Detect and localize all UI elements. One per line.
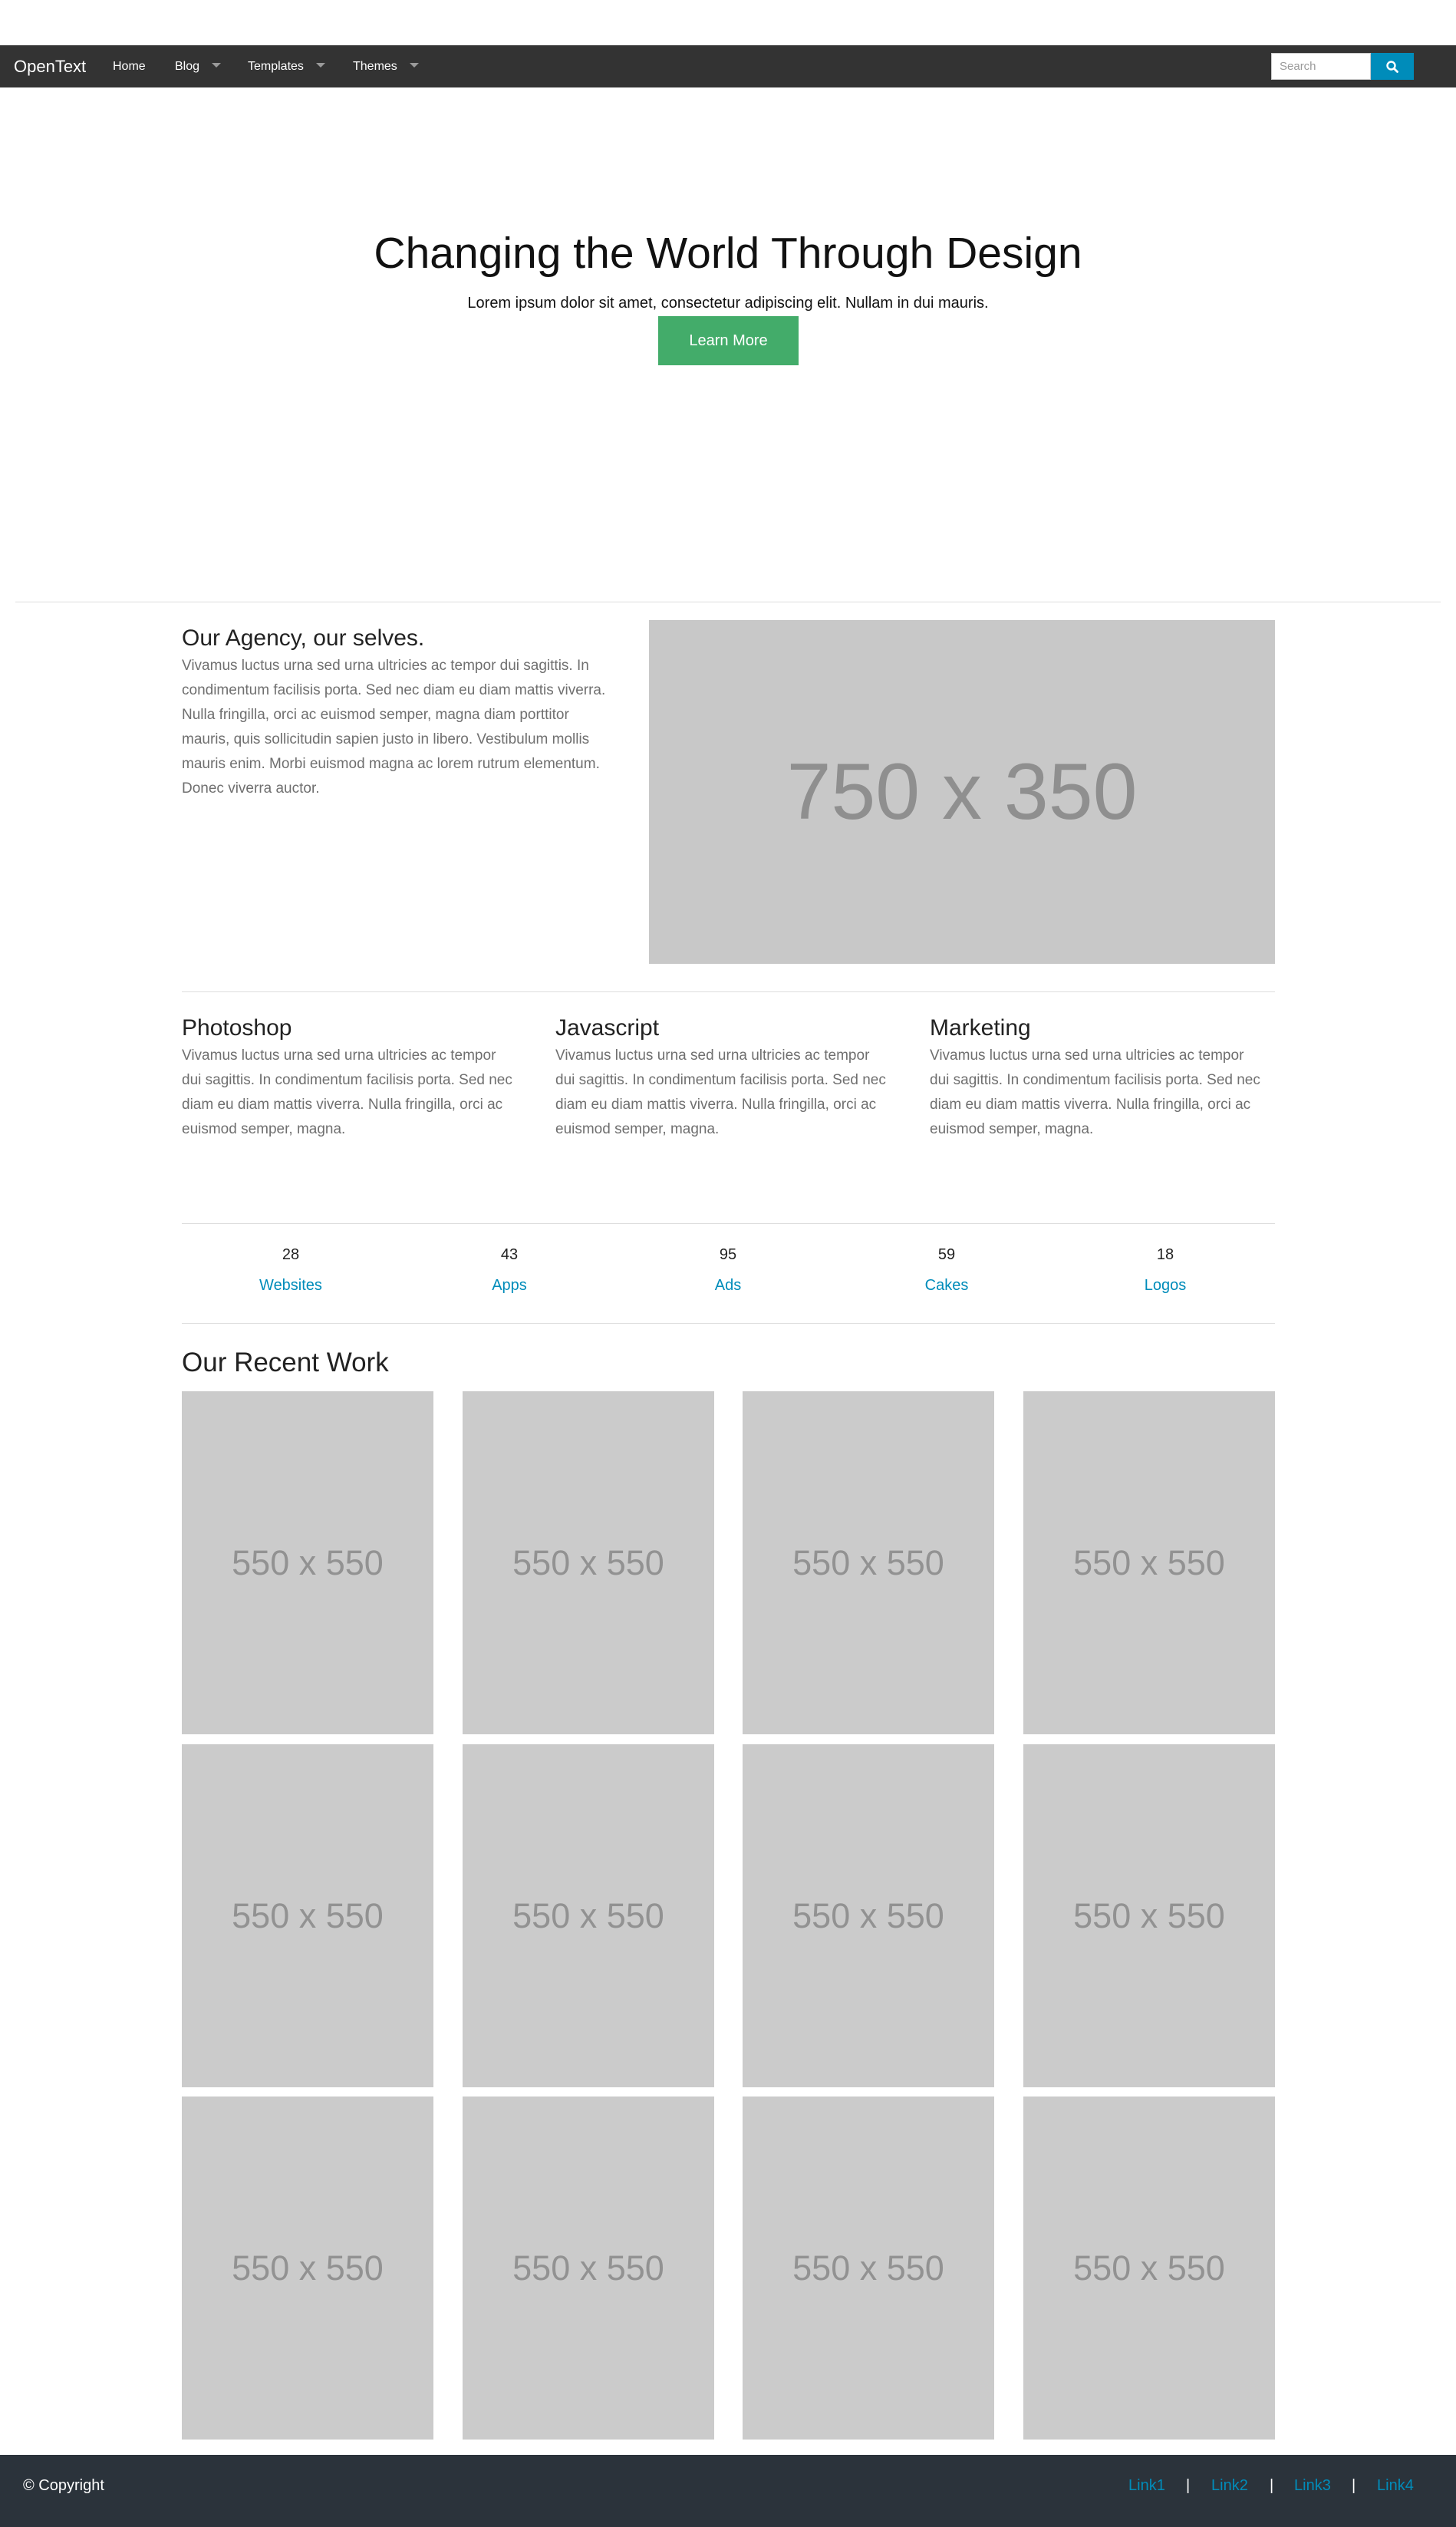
stat-apps	[433, 1243, 586, 1297]
work-tile[interactable]	[1023, 1744, 1275, 2087]
work-tile[interactable]	[182, 2096, 433, 2440]
stat-count: 43	[500, 1246, 519, 1263]
stat-count: 95	[719, 1246, 737, 1263]
skill-javascript	[555, 1014, 893, 1142]
work-tile[interactable]	[182, 1391, 433, 1734]
stat-count: 28	[282, 1246, 300, 1263]
hero-subtitle: Lorem ipsum dolor sit amet, consectetur adipiscing elit. Nullam in dui mauris.	[467, 295, 989, 312]
work-tile[interactable]	[743, 1744, 994, 2087]
recent-work-grid	[182, 1391, 1275, 2440]
stat-link-websites[interactable]: Websites	[259, 1277, 322, 1294]
search-icon	[1385, 60, 1399, 74]
footer	[0, 2455, 1456, 2527]
footer-separator: |	[1186, 2477, 1191, 2494]
footer-separator: |	[1270, 2477, 1274, 2494]
skill-title: Marketing	[930, 1015, 1031, 1041]
image-placeholder-label: 550 x 550	[1073, 1542, 1225, 1582]
skill-title: Javascript	[555, 1015, 660, 1041]
stat-link-ads[interactable]: Ads	[714, 1277, 742, 1294]
image-placeholder-label: 550 x 550	[792, 2248, 944, 2288]
stat-link-logos[interactable]: Logos	[1144, 1277, 1187, 1294]
agency-image-placeholder	[649, 620, 1275, 964]
section-divider	[182, 991, 1275, 992]
image-placeholder-label: 550 x 550	[232, 1542, 384, 1582]
footer-separator: |	[1352, 2477, 1356, 2494]
copyright-text: © Copyright	[23, 2477, 104, 2494]
work-tile[interactable]	[1023, 1391, 1275, 1734]
hero-title: Changing the World Through Design	[374, 229, 1082, 278]
footer-link-4[interactable]: Link4	[1377, 2477, 1414, 2494]
skill-text: Vivamus luctus urna sed urna ultricies ac tempor dui sagittis. In condimentum facilisis porta. Sed nec diam eu diam mattis viverra. Nulla fringilla, orci ac euismod semper, magna.	[930, 1047, 1260, 1137]
skill-title: Photoshop	[182, 1015, 292, 1041]
work-tile[interactable]	[182, 1744, 433, 2087]
image-placeholder-label: 550 x 550	[1073, 2248, 1225, 2288]
chevron-down-icon	[410, 63, 419, 68]
section-divider	[182, 1323, 1275, 1324]
footer-link-3[interactable]: Link3	[1294, 2477, 1331, 2494]
learn-more-button[interactable]: Learn More	[658, 316, 799, 365]
stat-count: 59	[937, 1246, 956, 1263]
work-tile[interactable]	[743, 1391, 994, 1734]
nav-item-blog[interactable]	[175, 45, 221, 87]
stat-ads	[651, 1243, 805, 1297]
image-placeholder-label: 550 x 550	[232, 1895, 384, 1935]
skill-text: Vivamus luctus urna sed urna ultricies ac tempor dui sagittis. In condimentum facilisis porta. Sed nec diam eu diam mattis viverra. Nulla fringilla, orci ac euismod semper, magna.	[555, 1047, 886, 1137]
skill-text: Vivamus luctus urna sed urna ultricies ac tempor dui sagittis. In condimentum facilisis porta. Sed nec diam eu diam mattis viverra. Nulla fringilla, orci ac euismod semper, magna.	[182, 1047, 512, 1137]
search-input[interactable]	[1271, 53, 1371, 80]
stat-websites	[214, 1243, 367, 1297]
stat-link-apps[interactable]: Apps	[492, 1277, 527, 1294]
nav-item-label: Blog	[175, 60, 200, 73]
image-placeholder-label: 550 x 550	[792, 1895, 944, 1935]
stat-logos	[1089, 1243, 1242, 1297]
agency-title: Our Agency, our selves.	[182, 625, 425, 651]
work-tile[interactable]	[743, 2096, 994, 2440]
image-placeholder-label: 550 x 550	[1073, 1895, 1225, 1935]
nav-item-label: Themes	[353, 60, 397, 73]
agency-text: Vivamus luctus urna sed urna ultricies ac tempor dui sagittis. In condimentum facilisis porta. Sed nec diam eu diam mattis viverra. Nulla fringilla, orci ac euismod semper, magna diam porttitor mauris, quis sollicitudin sapien justo in libero. Vestibulum mollis mauris enim. Morbi euismod magna ac lorem rutrum elementum. Donec viverra auctor.	[182, 658, 606, 797]
nav-item-label: Templates	[248, 60, 304, 73]
work-tile[interactable]	[463, 2096, 714, 2440]
section-divider	[182, 1223, 1275, 1224]
skill-photoshop	[182, 1014, 519, 1142]
chevron-down-icon	[212, 63, 221, 68]
work-tile[interactable]	[463, 1744, 714, 2087]
work-tile[interactable]	[463, 1391, 714, 1734]
brand-logo[interactable]: OpenText	[14, 57, 87, 76]
footer-link-1[interactable]: Link1	[1128, 2477, 1165, 2494]
skill-marketing	[930, 1014, 1267, 1142]
stat-count: 18	[1156, 1246, 1174, 1263]
nav-item-home[interactable]	[113, 45, 146, 87]
work-tile[interactable]	[1023, 2096, 1275, 2440]
image-placeholder-label: 550 x 550	[512, 2248, 664, 2288]
image-placeholder-label: 550 x 550	[232, 2248, 384, 2288]
image-placeholder-label: 550 x 550	[792, 1542, 944, 1582]
footer-link-2[interactable]: Link2	[1211, 2477, 1248, 2494]
image-placeholder-label: 550 x 550	[512, 1542, 664, 1582]
search-button[interactable]	[1371, 53, 1414, 80]
recent-work-title: Our Recent Work	[182, 1348, 389, 1377]
image-placeholder-label: 550 x 550	[512, 1895, 664, 1935]
stat-link-cakes[interactable]: Cakes	[924, 1277, 969, 1294]
top-navbar	[0, 45, 1456, 87]
nav-item-templates[interactable]	[248, 45, 325, 87]
image-placeholder-label: 750 x 350	[786, 747, 1138, 836]
stat-cakes	[870, 1243, 1023, 1297]
nav-item-themes[interactable]	[353, 45, 419, 87]
chevron-down-icon	[316, 63, 325, 68]
nav-item-label: Home	[113, 60, 146, 73]
